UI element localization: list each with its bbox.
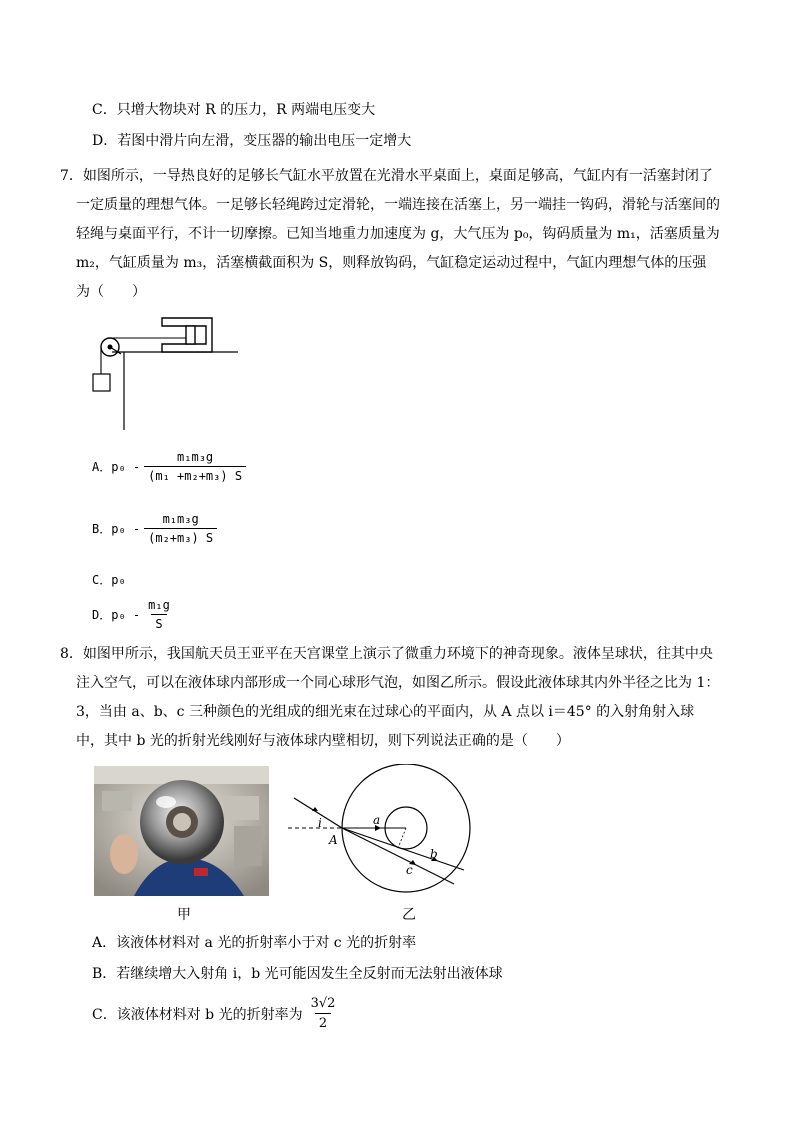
q7-option-b-denominator: (m₂+m₃) S bbox=[144, 528, 217, 545]
q8-option-a: A．该液体材料对 a 光的折射率小于对 c 光的折射率 bbox=[92, 935, 417, 951]
q8-caption-yi: 乙 bbox=[402, 907, 416, 923]
q8-option-b: B．若继续增大入射角 i，b 光可能因发生全反射而无法射出液体球 bbox=[92, 966, 503, 982]
q7-option-b-prefix: B．p₀ - bbox=[92, 522, 141, 536]
q8-option-c bbox=[92, 996, 339, 1031]
q7-option-d-prefix: D．p₀ - bbox=[92, 608, 141, 622]
q8-option-c-prefix: C．该液体材料对 b 光的折射率为 bbox=[92, 1006, 303, 1023]
q8-label-A: A bbox=[329, 833, 338, 847]
q8-label-a: a bbox=[373, 813, 381, 827]
q7-option-a-numerator: m₁m₃g bbox=[177, 450, 214, 464]
q7-option-c: C．p₀ bbox=[92, 573, 126, 587]
q8-option-c-numerator: 3√2 bbox=[310, 996, 336, 1011]
q8-figure-sphere-diagram bbox=[288, 764, 498, 900]
q8-option-c-denominator: 2 bbox=[315, 1013, 331, 1031]
q7-option-a-fraction bbox=[144, 450, 246, 483]
q8-option-c-fraction bbox=[307, 996, 340, 1031]
q7-option-d-denominator: S bbox=[151, 614, 166, 631]
q7-option-b-numerator: m₁m₃g bbox=[162, 512, 199, 526]
q7-option-a bbox=[92, 450, 246, 483]
q6-option-c: C．只增大物块对 R 的压力，R 两端电压变大 bbox=[92, 102, 376, 118]
q7-option-b-fraction bbox=[144, 512, 217, 545]
q8-label-i: i bbox=[318, 816, 322, 830]
q8-label-b: b bbox=[430, 847, 438, 861]
q7-option-d-fraction bbox=[144, 598, 174, 631]
q7-option-d-numerator: m₁g bbox=[148, 598, 170, 612]
q8-label-c: c bbox=[406, 863, 413, 877]
q8-caption-jia: 甲 bbox=[177, 907, 191, 923]
q7-stem: 7．如图所示，一导热良好的足够长气缸水平放置在光滑水平桌面上，桌面足够高，气缸内有一活塞封闭了一定质量的理想气体。一足够长轻绳跨过定滑轮，一端连接在活塞上，另一端挂一钩码，滑轮与活塞间的轻绳与桌面平行，不计一切摩擦。已知当地重力加速度为 g，大气压为 p₀，钩码质量为 m₁，活塞质量为 m₂，气缸质量为 m₃，活塞横截面积为 S，则释放钩码，气缸稳定运动过程中，气缸内理想气体的压强为（ ） bbox=[60, 168, 720, 300]
q8-stem: 8．如图甲所示，我国航天员王亚平在天宫课堂上演示了微重力环境下的神奇现象。液体呈球状，往其中央注入空气，可以在液体球内部形成一个同心球形气泡，如图乙所示。假设此液体球其内外半径之比为 1：3，当由 a、b、c 三种颜色的光组成的细光束在过球心的平面内，从 A 点以 i＝45° 的入射角射入球中，其中 b 光的折射光线刚好与液体球内壁相切，则下列说法正确的是（ ） bbox=[60, 646, 720, 749]
q7-figure-cylinder-pulley bbox=[90, 316, 250, 436]
q6-option-d: D．若图中滑片向左滑，变压器的输出电压一定增大 bbox=[92, 133, 412, 149]
q8-photo-astronaut-liquid-sphere bbox=[94, 766, 269, 896]
q7-option-d bbox=[92, 598, 174, 631]
q7-option-a-denominator: (m₁ +m₂+m₃) S bbox=[144, 466, 246, 483]
q7-option-a-prefix: A．p₀ - bbox=[92, 460, 141, 474]
q7-option-b bbox=[92, 512, 217, 545]
